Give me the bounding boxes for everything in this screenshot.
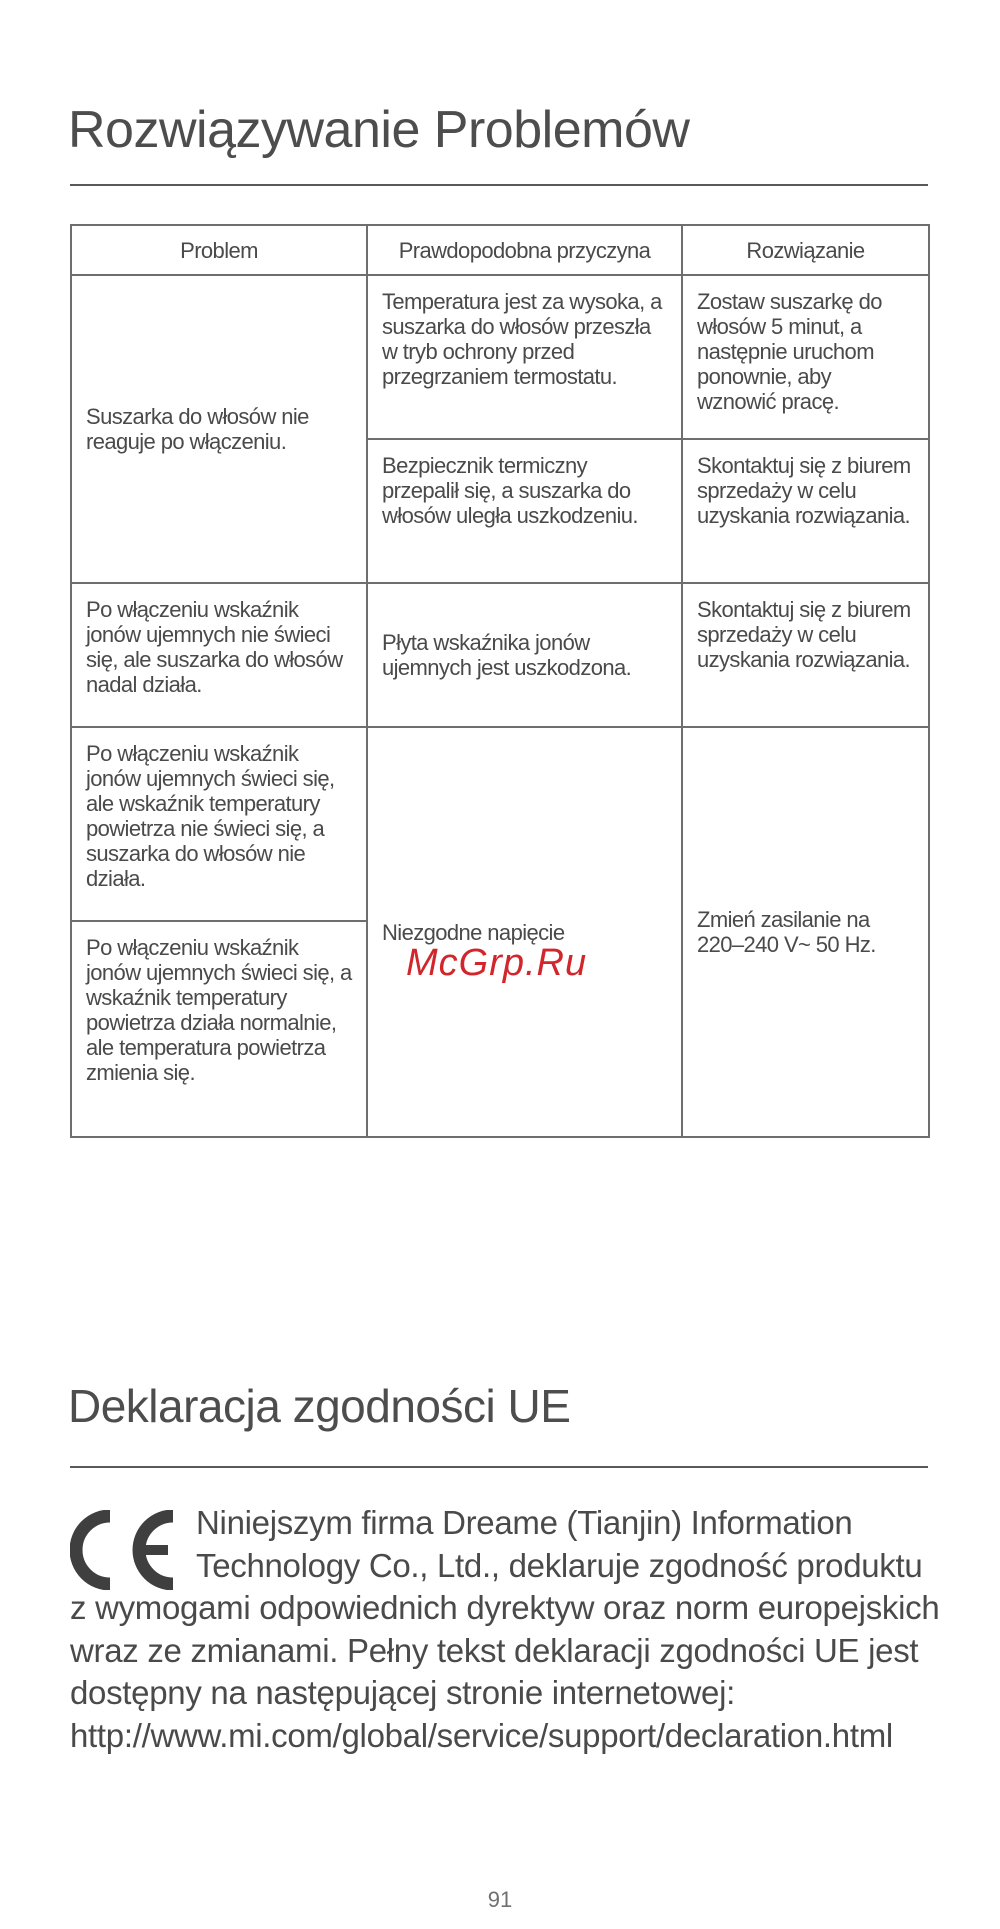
header-solution: Rozwiązanie <box>682 225 929 275</box>
problem-cell: Suszarka do włosów nie reaguje po włączeniu. <box>71 275 367 583</box>
table-row <box>71 583 929 727</box>
table-header-row <box>71 225 929 275</box>
troubleshooting-title: Rozwiązywanie Problemów <box>68 101 690 159</box>
declaration-title: Deklaracja zgodności UE <box>68 1380 571 1432</box>
title-divider <box>70 184 928 186</box>
problem-cell: Po włączeniu wskaźnik jonów ujemnych nie świeci się, ale suszarka do włosów nadal działa. <box>71 583 367 727</box>
problem-cell: Po włączeniu wskaźnik jonów ujemnych świeci się, ale wskaźnik temperatury powietrza nie świeci się, a suszarka do włosów nie działa. <box>71 727 367 921</box>
table-row <box>71 275 929 439</box>
cause-cell: Bezpiecznik termiczny przepalił się, a suszarka do włosów uległa uszkodzeniu. <box>367 439 682 583</box>
problem-cell: Po włączeniu wskaźnik jonów ujemnych świeci się, a wskaźnik temperatury powietrza działa normalnie, ale temperatura powietrza zmienia się. <box>71 921 367 1137</box>
solution-cell: Zostaw suszarkę do włosów 5 minut, a następnie uruchom ponownie, aby wznowić pracę. <box>682 275 929 439</box>
watermark-text: McGrp.Ru <box>406 942 588 984</box>
cause-cell: Temperatura jest za wysoka, a suszarka do włosów przeszła w tryb ochrony przed przegrzaniem termostatu. <box>367 275 682 439</box>
solution-cell: Skontaktuj się z biurem sprzedaży w celu uzyskania rozwiązania. <box>682 439 929 583</box>
table-row <box>71 727 929 921</box>
header-problem: Problem <box>71 225 367 275</box>
declaration-body: Niniejszym firma Dreame (Tianjin) Information Technology Co., Ltd., deklaruje zgodność produktu z wymogami odpowiednich dyrektyw oraz norm europejskich wraz ze zmianami. Pełny tekst deklaracji zgodności UE jest dostępny na następującej stronie internetowej: http://www.mi.com/global/service/support/declaration.html <box>70 1504 940 1754</box>
cause-cell: Niezgodne napięcie <box>367 727 682 1137</box>
declaration-divider <box>70 1466 928 1468</box>
cause-cell: Płyta wskaźnika jonów ujemnych jest uszkodzona. <box>367 583 682 727</box>
troubleshooting-table <box>70 224 930 1138</box>
header-cause: Prawdopodobna przyczyna <box>367 225 682 275</box>
page-number: 91 <box>487 1887 513 1912</box>
solution-cell: Zmień zasilanie na 220–240 V~ 50 Hz. <box>682 727 929 1137</box>
solution-cell: Skontaktuj się z biurem sprzedaży w celu uzyskania rozwiązania. <box>682 583 929 727</box>
